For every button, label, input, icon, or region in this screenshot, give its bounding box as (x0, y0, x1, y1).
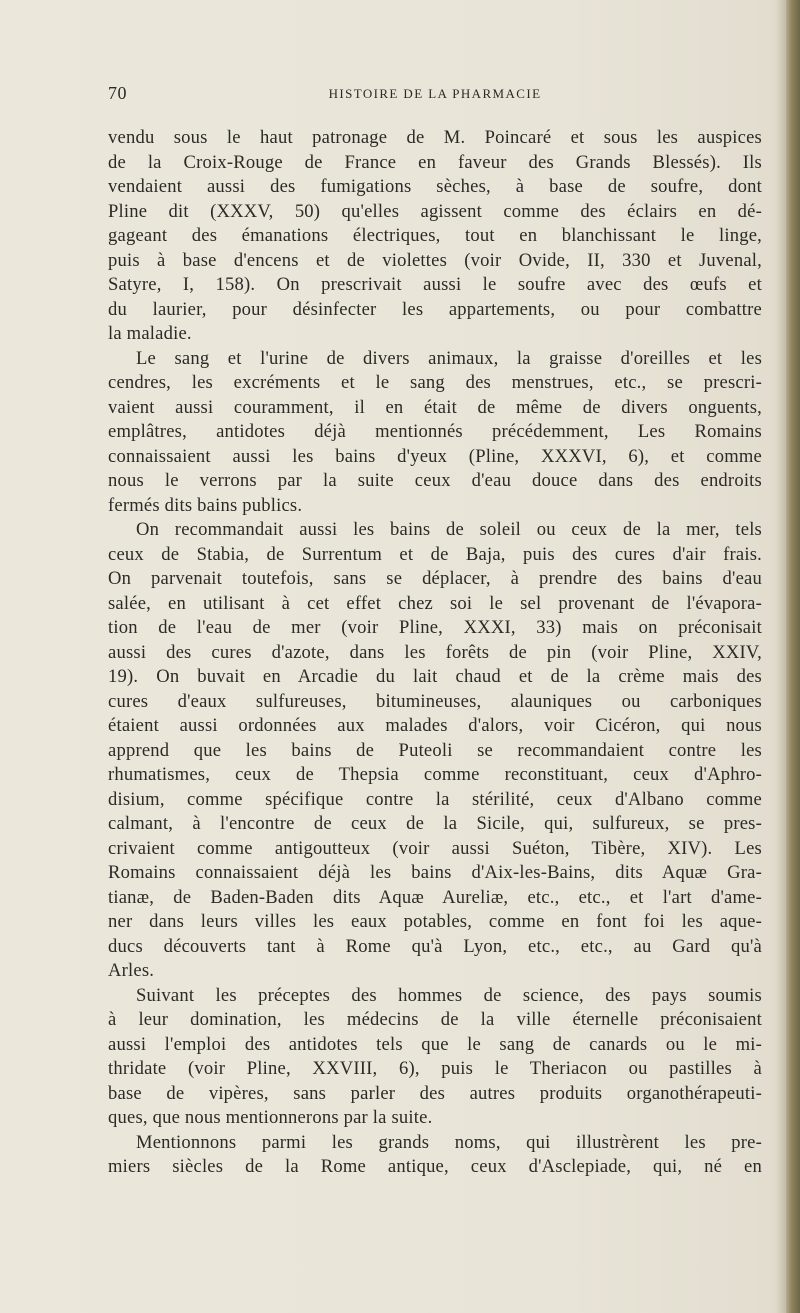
text-line: cures d'eaux sulfureuses, bitumineuses, alauniques ou carboniques (108, 690, 762, 712)
text-line: Suivant les préceptes des hommes de science, des pays soumis (136, 984, 762, 1006)
text-line: aussi des cures d'azote, dans les forêts de pin (voir Pline, XXIV, (108, 641, 762, 663)
page-number: 70 (108, 83, 127, 103)
text-line: ceux de Stabia, de Surrentum et de Baja, puis des cures d'air frais. (108, 543, 762, 565)
text-line: thridate (voir Pline, XXVIII, 6), puis le Theriacon ou pastilles à (108, 1058, 762, 1079)
text-line: de la Croix-Rouge de France en faveur des Grands Blessés). Ils (108, 151, 762, 173)
text-line: gageant des émanations électriques, tout en blanchissant le linge, (108, 225, 762, 246)
text-line: vendaient aussi des fumigations sèches, à base de soufre, dont (108, 176, 762, 197)
text-line: tion de l'eau de mer (voir Pline, XXXI, 33) mais on préconisait (108, 617, 762, 638)
text-line: Romains connaissaient déjà les bains d'Aix-les-Bains, dits Aquæ Gra- (108, 862, 762, 883)
text-line: cendres, les excréments et le sang des menstrues, etc., se prescri- (108, 372, 762, 393)
text-line: salée, en utilisant à cet effet chez soi le sel provenant de l'évapora- (108, 592, 762, 614)
text-line: étaient aussi ordonnées aux malades d'alors, voir Cicéron, qui nous (108, 715, 762, 736)
text-line: la maladie. (108, 323, 192, 344)
text-line: On recommandait aussi les bains de soleil ou ceux de la mer, tels (136, 519, 762, 540)
text-line: tianæ, de Baden-Baden dits Aquæ Aureliæ, etc., etc., et l'art d'ame- (108, 886, 762, 908)
text-line: ducs découverts tant à Rome qu'à Lyon, etc., etc., au Gard qu'à (108, 935, 762, 957)
text-line: On parvenait toutefois, sans se déplacer, à prendre des bains d'eau (108, 568, 762, 589)
text-line: Mentionnons parmi les grands noms, qui illustrèrent les pre- (136, 1131, 762, 1153)
text-line: base de vipères, sans parler des autres produits organothérapeuti- (108, 1082, 762, 1104)
text-line: miers siècles de la Rome antique, ceux d'Asclepiade, qui, né en (108, 1156, 762, 1177)
text-line: 19). On buvait en Arcadie du lait chaud et de la crème mais des (108, 666, 762, 687)
text-line: Le sang et l'urine de divers animaux, la graisse d'oreilles et les (136, 347, 762, 369)
text-line: Arles. (108, 960, 155, 981)
text-line: crivaient comme antigoutteux (voir aussi Suéton, Tibère, XIV). Les (108, 837, 762, 859)
text-line: aussi l'emploi des antidotes tels que le sang de canards ou le mi- (108, 1033, 762, 1055)
text-line: nous le verrons par la suite ceux d'eau douce dans des endroits (108, 470, 762, 491)
text-line: vendu sous le haut patronage de M. Poincaré et sous les auspices (108, 127, 762, 148)
text-line: fermés dits bains publics. (108, 494, 303, 516)
text-line: connaissaient aussi les bains d'yeux (Pline, XXXVI, 6), et comme (108, 445, 762, 467)
text-line: emplâtres, antidotes déjà mentionnés précédemment, Les Romains (108, 421, 762, 442)
page-gutter-shadow (776, 0, 786, 1313)
text-line: à leur domination, les médecins de la ville éternelle préconisaient (108, 1009, 762, 1030)
text-line: rhumatismes, ceux de Thepsia comme reconstituant, ceux d'Aphro- (108, 764, 762, 785)
text-line: vaient aussi couramment, il en était de même de divers onguents, (108, 396, 762, 418)
page-header (108, 83, 762, 107)
book-edge (786, 0, 800, 1313)
text-line: calmant, à l'encontre de ceux de la Sicile, qui, sulfureux, se pres- (108, 813, 762, 834)
text-line: Satyre, I, 158). On prescrivait aussi le soufre avec des œufs et (108, 274, 762, 295)
text-line: Pline dit (XXXV, 50) qu'elles agissent comme des éclairs en dé- (108, 200, 762, 222)
running-title: HISTOIRE DE LA PHARMACIE (328, 86, 542, 101)
text-line: ner dans leurs villes les eaux potables, comme en font foi les aque- (108, 911, 762, 932)
text-line: du laurier, pour désinfecter les appartements, ou pour combattre (108, 298, 762, 320)
text-line: disium, comme spécifique contre la stérilité, ceux d'Albano comme (108, 788, 762, 810)
text-line: apprend que les bains de Puteoli se recommandaient contre les (108, 739, 762, 761)
text-line: puis à base d'encens et de violettes (voir Ovide, II, 330 et Juvenal, (108, 249, 762, 271)
text-line: ques, que nous mentionnerons par la suite. (108, 1107, 433, 1128)
body-text (108, 126, 762, 1180)
